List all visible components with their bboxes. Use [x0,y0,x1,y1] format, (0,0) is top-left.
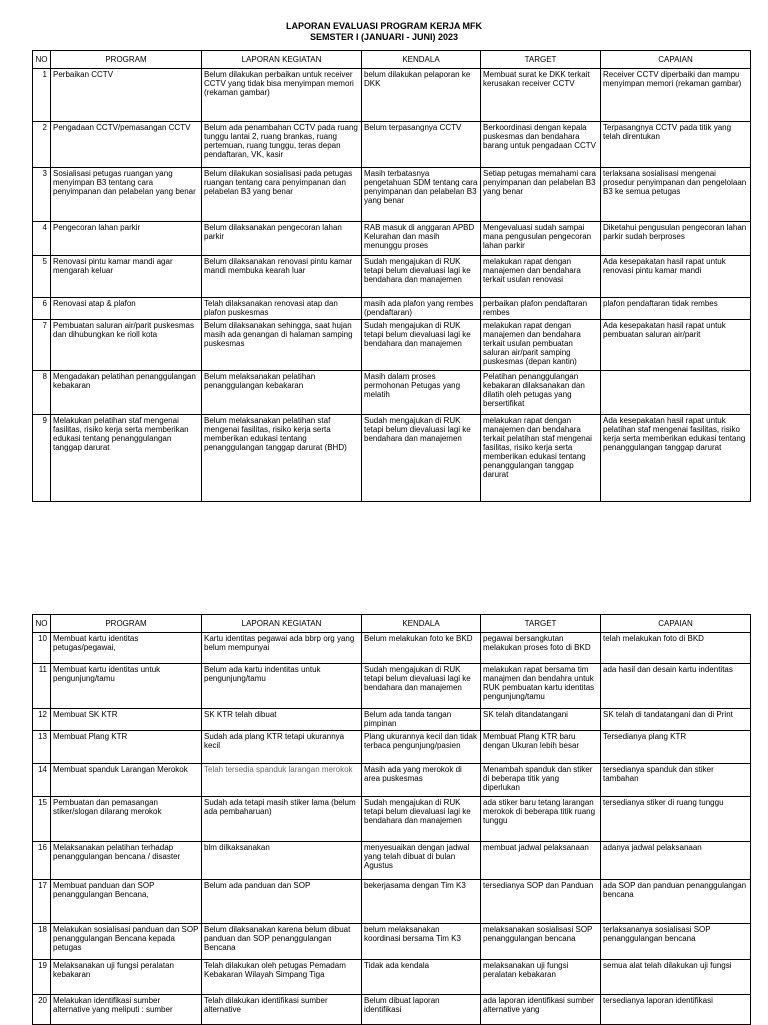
cell-capaian: Receiver CCTV diperbaiki dan mampu menyimpan memori (rekaman gambar) [601,69,751,122]
table-header-row [33,51,751,69]
table-row [33,122,751,168]
cell-no: 12 [33,709,51,731]
cell-laporan: Belum dilaksanakan renovasi pintu kamar mandi membuka kearah luar [202,256,362,298]
cell-capaian: SK telah di tandatangani dan di Print [601,709,751,731]
cell-capaian: ada hasil dan desain kartu indentitas [601,664,751,709]
cell-program: Membuat Plang KTR [51,731,202,764]
cell-kendala: Belum ada tanda tangan pimpinan [362,709,481,731]
table-row [33,256,751,298]
header-no: NO [33,51,51,69]
report-title-line1: LAPORAN EVALUASI PROGRAM KERJA MFK [285,21,482,31]
cell-no: 18 [33,924,51,960]
cell-target: ada laporan identifikasi sumber alternative yang [481,995,601,1025]
cell-laporan: blm dilkaksanakan [202,842,362,880]
cell-target: melakukan rapat dengan manajemen dan bendahara terkait usulan renovasi [481,256,601,298]
cell-capaian: Tersedianya plang KTR [601,731,751,764]
cell-capaian: adanya jadwal pelaksanaan [601,842,751,880]
cell-kendala: bekerjasama dengan Tim K3 [362,880,481,924]
cell-no: 16 [33,842,51,880]
cell-capaian: tersedianya stiker di ruang tunggu [601,797,751,842]
cell-laporan: Telah dilakukan identifikasi sumber alternative [202,995,362,1025]
cell-no: 4 [33,222,51,256]
header-capaian: CAPAIAN [601,51,751,69]
cell-kendala: Sudah mengajukan di RUK tetapi belum dievaluasi lagi ke bendahara dan manajemen [362,797,481,842]
cell-capaian: ada SOP dan panduan penanggulangan bencana [601,880,751,924]
cell-program: Melakukan sosialisasi panduan dan SOP penanggulangan Bencana kepada petugas [51,924,202,960]
cell-no: 8 [33,371,51,415]
cell-target: Mengevaluasi sudah sampai mana pengusulan pengecoran lahan parkir [481,222,601,256]
cell-laporan: SK KTR telah dibuat [202,709,362,731]
cell-laporan: Belum dilakukan perbaikan untuk receiver CCTV yang tidak bisa menyimpan memori (rekaman gambar) [202,69,362,122]
cell-program: Membuat panduan dan SOP penanggulangan Bencana, [51,880,202,924]
cell-kendala: Belum terpasangnya CCTV [362,122,481,168]
cell-target: pegawai bersangkutan melakukan proses foto di BKD [481,633,601,664]
table-row [33,298,751,320]
cell-kendala: Belum melakukan foto ke BKD [362,633,481,664]
cell-no: 13 [33,731,51,764]
header-program: PROGRAM [51,615,202,633]
table-row [33,764,751,797]
cell-no: 10 [33,633,51,664]
table-row [33,797,751,842]
header-target: TARGET [481,615,601,633]
cell-program: Melakukan pelatihan staf mengenai fasilitas, risiko kerja serta memberikan edukasi tentang penanggulangan tanggap darurat [51,415,202,502]
header-program: PROGRAM [51,51,202,69]
cell-laporan: Telah dilakukan oleh petugas Pemadam Kebakaran Wilayah Simpang Tiga [202,960,362,995]
cell-no: 5 [33,256,51,298]
header-kendala: KENDALA [362,615,481,633]
cell-capaian: Diketahui pengusulan pengecoran lahan parkir sudah berproses [601,222,751,256]
table-row [33,633,751,664]
cell-laporan: Belum ada kartu indentitas untuk pengunjung/tamu [202,664,362,709]
table-row [33,842,751,880]
cell-program: Sosialisasi petugas ruangan yang menyimpan B3 tentang cara penyimpanan dan pelabelan yang benar [51,168,202,222]
cell-laporan: Sudah ada tetapi masih stiker lama (belum ada pembaharuan) [202,797,362,842]
cell-program: Membuat SK KTR [51,709,202,731]
cell-target: SK telah ditandatangani [481,709,601,731]
cell-target: melakukan rapat dengan manajemen dan bendahara terkait usulan pembuatan saluran air/parit samping puskesmas (depan kantin) [481,320,601,371]
cell-kendala: belum melaksanakan koordinasi bersama Tim K3 [362,924,481,960]
cell-kendala: belum dilakukan pelaporan ke DKK [362,69,481,122]
evaluation-table-2 [32,614,751,1025]
cell-capaian: tersedianya laporan identifikasi [601,995,751,1025]
cell-capaian: Ada kesepakatan hasil rapat untuk pembuatan saluran air/parit [601,320,751,371]
cell-kendala: Tidak ada kendala [362,960,481,995]
cell-laporan: Belum melaksanakan pelatihan penanggulangan kebakaran [202,371,362,415]
table-row [33,371,751,415]
cell-laporan: Belum dilakukan sosialisasi pada petugas ruangan tentang cara penyimpanan dan pelabelan B3 yang benar [202,168,362,222]
cell-target: melakukan rapat bersama tim manajmen dan bendahra untuk RUK pembuatan kartu identitas pengunjung/tamu [481,664,601,709]
header-laporan-kegiatan: LAPORAN KEGIATAN [202,51,362,69]
cell-kendala: menyesuaikan dengan jadwal yang telah dibuat di bulan Agustus [362,842,481,880]
cell-target: Membuat Plang KTR baru dengan Ukuran lebih besar [481,731,601,764]
cell-kendala: Masih dalam proses permohonan Petugas yang melatih [362,371,481,415]
cell-target: melakukan rapat dengan manajemen dan bendahara terkait pelatihan staf mengenai fasilitas, risiko kerja serta memberikan edukasi tentang penanggulangan tanggap darurat [481,415,601,502]
cell-no: 11 [33,664,51,709]
cell-program: Pengecoran lahan parkir [51,222,202,256]
cell-capaian: telah melakukan foto di BKD [601,633,751,664]
table-row [33,731,751,764]
cell-laporan: Belum ada penambahan CCTV pada ruang tunggu lantai 2, ruang brankas, ruang pertemuan, ruang tunggu, teras depan pendaftaran, VK, kasir [202,122,362,168]
cell-program: Melaksanakan pelatihan terhadap penanggulangan bencana / disaster [51,842,202,880]
header-no: NO [33,615,51,633]
cell-no: 9 [33,415,51,502]
cell-no: 1 [33,69,51,122]
cell-no: 14 [33,764,51,797]
report-title-line2: SEMSTER I (JANUARI - JUNI) 2023 [309,32,459,42]
table-row [33,69,751,122]
table-row [33,924,751,960]
cell-capaian: terlaksananya sosialisasi SOP penanggulangan bencana [601,924,751,960]
cell-kendala: Sudah mengajukan di RUK tetapi belum dievaluasi lagi ke bendahara dan manajemen [362,320,481,371]
table-row [33,880,751,924]
cell-program: Melaksanakan uji fungsi peralatan kebakaran [51,960,202,995]
cell-target: melaksanakan uji fungsi peralatan kebakaran [481,960,601,995]
cell-kendala: Masih terbatasnya pengetahuan SDM tentang cara penyimpanan dan pelabelan B3 yang benar [362,168,481,222]
cell-program: Renovasi atap & plafon [51,298,202,320]
cell-no: 2 [33,122,51,168]
cell-kendala: Plang ukurannya kecil dan tidak terbaca pengunjung/pasien [362,731,481,764]
cell-capaian: terlaksana sosialisasi mengenai prosedur penyimpanan dan pengelolaan B3 ke semua petugas [601,168,751,222]
cell-target: Berkoordinasi dengan kepala puskesmas dan bendahara barang untuk pengadaan CCTV [481,122,601,168]
cell-no: 3 [33,168,51,222]
cell-kendala: Sudah mengajukan di RUK tetapi belum dievaluasi lagi ke bendahara dan manajemen [362,256,481,298]
table-row [33,960,751,995]
header-laporan-kegiatan: LAPORAN KEGIATAN [202,615,362,633]
cell-no: 6 [33,298,51,320]
cell-laporan: Belum dilaksanakan sehingga, saat hujan masih ada genangan di halaman samping puskesmas [202,320,362,371]
cell-no: 17 [33,880,51,924]
table-row [33,995,751,1025]
cell-laporan: Belum dilaksanakan pengecoran lahan parkir [202,222,362,256]
cell-capaian [601,371,751,415]
header-target: TARGET [481,51,601,69]
cell-kendala: Masih ada yang merokok di area puskesmas [362,764,481,797]
cell-capaian: semua alat telah dilakukan uji fungsi [601,960,751,995]
report-title [0,21,768,43]
cell-program: Membuat kartu identitas untuk pengunjung/tamu [51,664,202,709]
table-row [33,320,751,371]
cell-capaian: plafon pendaftaran tidak rembes [601,298,751,320]
cell-program: Membuat kartu identitas petugas/pegawai, [51,633,202,664]
table-row [33,168,751,222]
cell-no: 15 [33,797,51,842]
cell-laporan: Telah dilaksanakan renovasi atap dan plafon puskesmas [202,298,362,320]
cell-no: 20 [33,995,51,1025]
cell-kendala: RAB masuk di anggaran APBD Kelurahan dan masih menunggu proses [362,222,481,256]
header-capaian: CAPAIAN [601,615,751,633]
cell-target: melaksanakan sosialisasi SOP penanggulangan bencana [481,924,601,960]
cell-program: Perbaikan CCTV [51,69,202,122]
cell-laporan: Belum ada panduan dan SOP [202,880,362,924]
table-row [33,415,751,502]
cell-laporan: Telah tersedia spanduk larangan merokok [202,764,362,797]
cell-program: Renovasi pintu kamar mandi agar mengarah keluar [51,256,202,298]
cell-target: Membuat surat ke DKK terkait kerusakan receiver CCTV [481,69,601,122]
cell-program: Membuat spanduk Larangan Merokok [51,764,202,797]
table-row [33,222,751,256]
cell-kendala: masih ada plafon yang rembes (pendaftaran) [362,298,481,320]
cell-capaian: Ada kesepakatan hasil rapat untuk renovasi pintu kamar mandi [601,256,751,298]
cell-target: ada stiker baru tetang larangan merokok di beberapa titik ruang tunggu [481,797,601,842]
cell-laporan: Belum dilaksanakan karena belum dibuat panduan dan SOP penanggulangan Bencana [202,924,362,960]
cell-laporan: Kartu identitas pegawai ada bbrp org yang belum mempunyai [202,633,362,664]
cell-program: Pembuatan dan pemasangan stiker/slogan dilarang merokok [51,797,202,842]
cell-no: 7 [33,320,51,371]
cell-target: Menambah spanduk dan stiker di beberapa titik yang diperlukan [481,764,601,797]
cell-program: Pembuatan saluran air/parit puskesmas dan dihubungkan ke rioll kota [51,320,202,371]
cell-target: tersedianya SOP dan Panduan [481,880,601,924]
cell-program: Pengadaan CCTV/pemasangan CCTV [51,122,202,168]
cell-program: Mengadakan pelatihan penanggulangan kebakaran [51,371,202,415]
cell-target: Setiap petugas memahami cara penyimpanan dan pelabelan B3 yang benar [481,168,601,222]
evaluation-table-1 [32,50,751,502]
table-header-row [33,615,751,633]
cell-no: 19 [33,960,51,995]
cell-capaian: Terpasangnya CCTV pada titik yang telah direntukan [601,122,751,168]
cell-program: Melakukan identifikasi sumber alternative yang meliputi : sumber [51,995,202,1025]
cell-kendala: Belum dibuat laporan identifikasi [362,995,481,1025]
cell-laporan: Sudah ada plang KTR tetapi ukurannya kecil [202,731,362,764]
cell-capaian: Ada kesepakatan hasil rapat untuk pelatihan staf mengenai fasilitas, risiko kerja serta memberikan edukasi tentang penanggulangan tanggap darurat [601,415,751,502]
table-row [33,709,751,731]
cell-laporan: Belum melaksanakan pelatihan staf mengenai fasilitas, risiko kerja serta memberikan edukasi tentang penanggulangan tanggap darurat (BHD) [202,415,362,502]
cell-target: Pelatihan penanggulangan kebakaran dilaksanakan dan dilatih oleh petugas yang bersertifikat [481,371,601,415]
cell-target: membuat jadwal pelaksanaan [481,842,601,880]
cell-target: perbaikan plafon pendaftaran rembes [481,298,601,320]
cell-kendala: Sudah mengajukan di RUK tetapi belum dievaluasi lagi ke bendahara dan manajemen [362,664,481,709]
cell-capaian: tersedianya spanduk dan stiker tambahan [601,764,751,797]
cell-kendala: Sudah mengajukan di RUK tetapi belum dievaluasi lagi ke bendahara dan manajemen [362,415,481,502]
header-kendala: KENDALA [362,51,481,69]
table-row [33,664,751,709]
